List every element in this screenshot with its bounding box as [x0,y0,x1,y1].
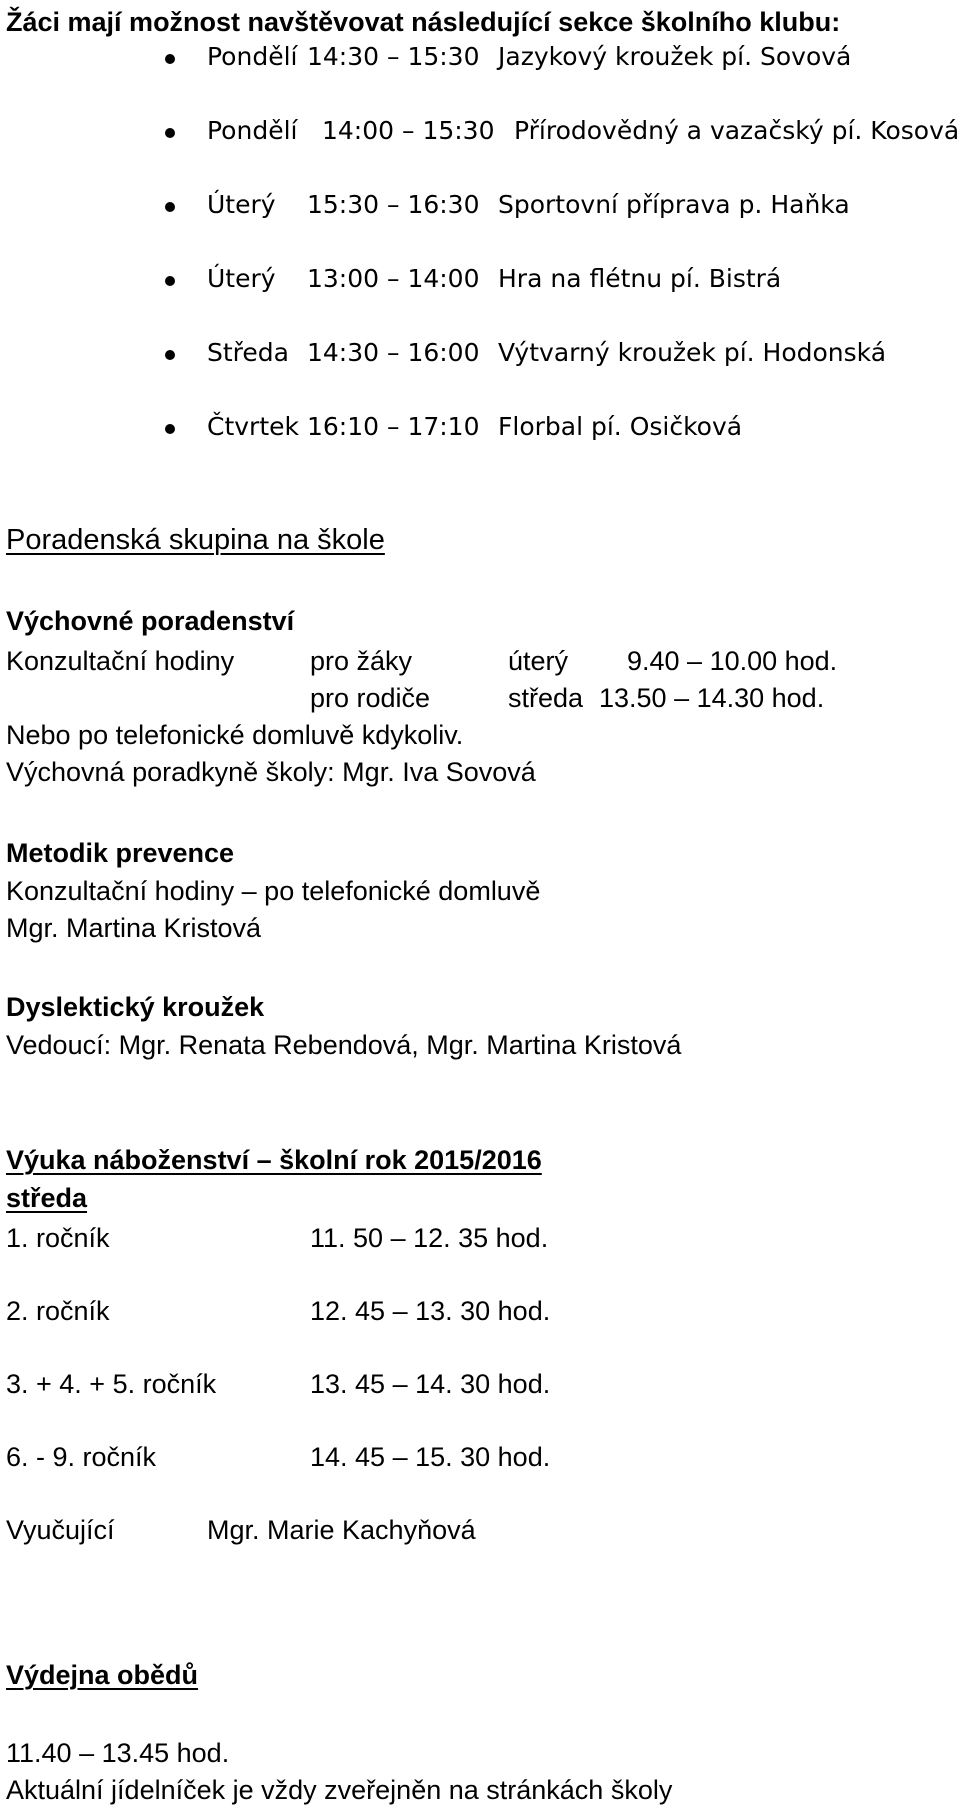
bullet-icon [165,424,175,434]
advisor-name: Výchovná poradkyně školy: Mgr. Iva Sovová [6,757,536,787]
parents-time: 13.50 – 14.30 hod. [599,683,825,713]
club-item-time: 14:30 – 16:00 [307,338,480,367]
religion-title: Výuka náboženství – školní rok 2015/2016 [6,1145,542,1175]
club-item-time: 15:30 – 16:30 [307,190,480,219]
students-label: pro žáky [310,646,413,676]
club-item-time: 13:00 – 14:00 [307,264,480,293]
parents-label: pro rodiče [310,683,431,713]
bullet-icon [165,54,175,64]
religion-grade: 6. - 9. ročník [6,1442,157,1472]
club-item-name: Florbal pí. Osičková [498,412,743,441]
club-item-name: Výtvarný kroužek pí. Hodonská [498,338,887,367]
bullet-icon [165,276,175,286]
educational-heading: Výchovné poradenství [6,606,295,636]
religion-time: 14. 45 – 15. 30 hod. [310,1442,551,1472]
club-item-time: 16:10 – 17:10 [307,412,480,441]
club-item-name: Jazykový kroužek pí. Sovová [498,42,852,71]
students-time: 9.40 – 10.00 hod. [627,646,838,676]
club-item-day: Středa [207,338,289,367]
club-item-name: Sportovní příprava p. Haňka [498,190,850,219]
club-item-day: Úterý [207,190,276,219]
consult-hours-label: Konzultační hodiny [6,646,235,676]
religion-time: 12. 45 – 13. 30 hod. [310,1296,551,1326]
bullet-icon [165,350,175,360]
canteen-note: Aktuální jídelníček je vždy zveřejněn na stránkách školy [6,1775,673,1805]
religion-grade: 3. + 4. + 5. ročník [6,1369,217,1399]
bullet-icon [165,128,175,138]
club-item-day: Pondělí [207,42,298,71]
prevention-person: Mgr. Martina Kristová [6,913,262,943]
dyslexia-heading: Dyslektický kroužek [6,992,265,1022]
club-item-day: Čtvrtek [207,412,299,441]
club-item-day: Pondělí [207,116,298,145]
phone-note: Nebo po telefonické domluvě kdykoliv. [6,720,464,750]
club-item-time: 14:00 – 15:30 [322,116,495,145]
religion-grade: 1. ročník [6,1223,110,1253]
counseling-title: Poradenská skupina na škole [6,524,385,556]
club-item-time: 14:30 – 15:30 [307,42,480,71]
teacher-label: Vyučující [6,1515,115,1545]
club-item-name: Hra na flétnu pí. Bistrá [498,264,782,293]
dyslexia-leaders: Vedoucí: Mgr. Renata Rebendová, Mgr. Martina Kristová [6,1030,682,1060]
religion-grade: 2. ročník [6,1296,110,1326]
canteen-hours: 11.40 – 13.45 hod. [6,1738,230,1768]
club-item-day: Úterý [207,264,276,293]
religion-time: 11. 50 – 12. 35 hod. [310,1223,549,1253]
club-item-name: Přírodovědný a vazačský pí. Kosová [514,116,960,145]
prevention-heading: Metodik prevence [6,838,235,868]
canteen-title: Výdejna obědů [6,1660,199,1690]
students-day: úterý [508,646,569,676]
prevention-hours: Konzultační hodiny – po telefonické domluvě [6,876,541,906]
religion-time: 13. 45 – 14. 30 hod. [310,1369,551,1399]
religion-day: středa [6,1183,88,1213]
parents-day: středa [508,683,584,713]
bullet-icon [165,202,175,212]
club-intro: Žáci mají možnost navštěvovat následující sekce školního klubu: [6,7,841,37]
teacher-name: Mgr. Marie Kachyňová [207,1515,476,1545]
